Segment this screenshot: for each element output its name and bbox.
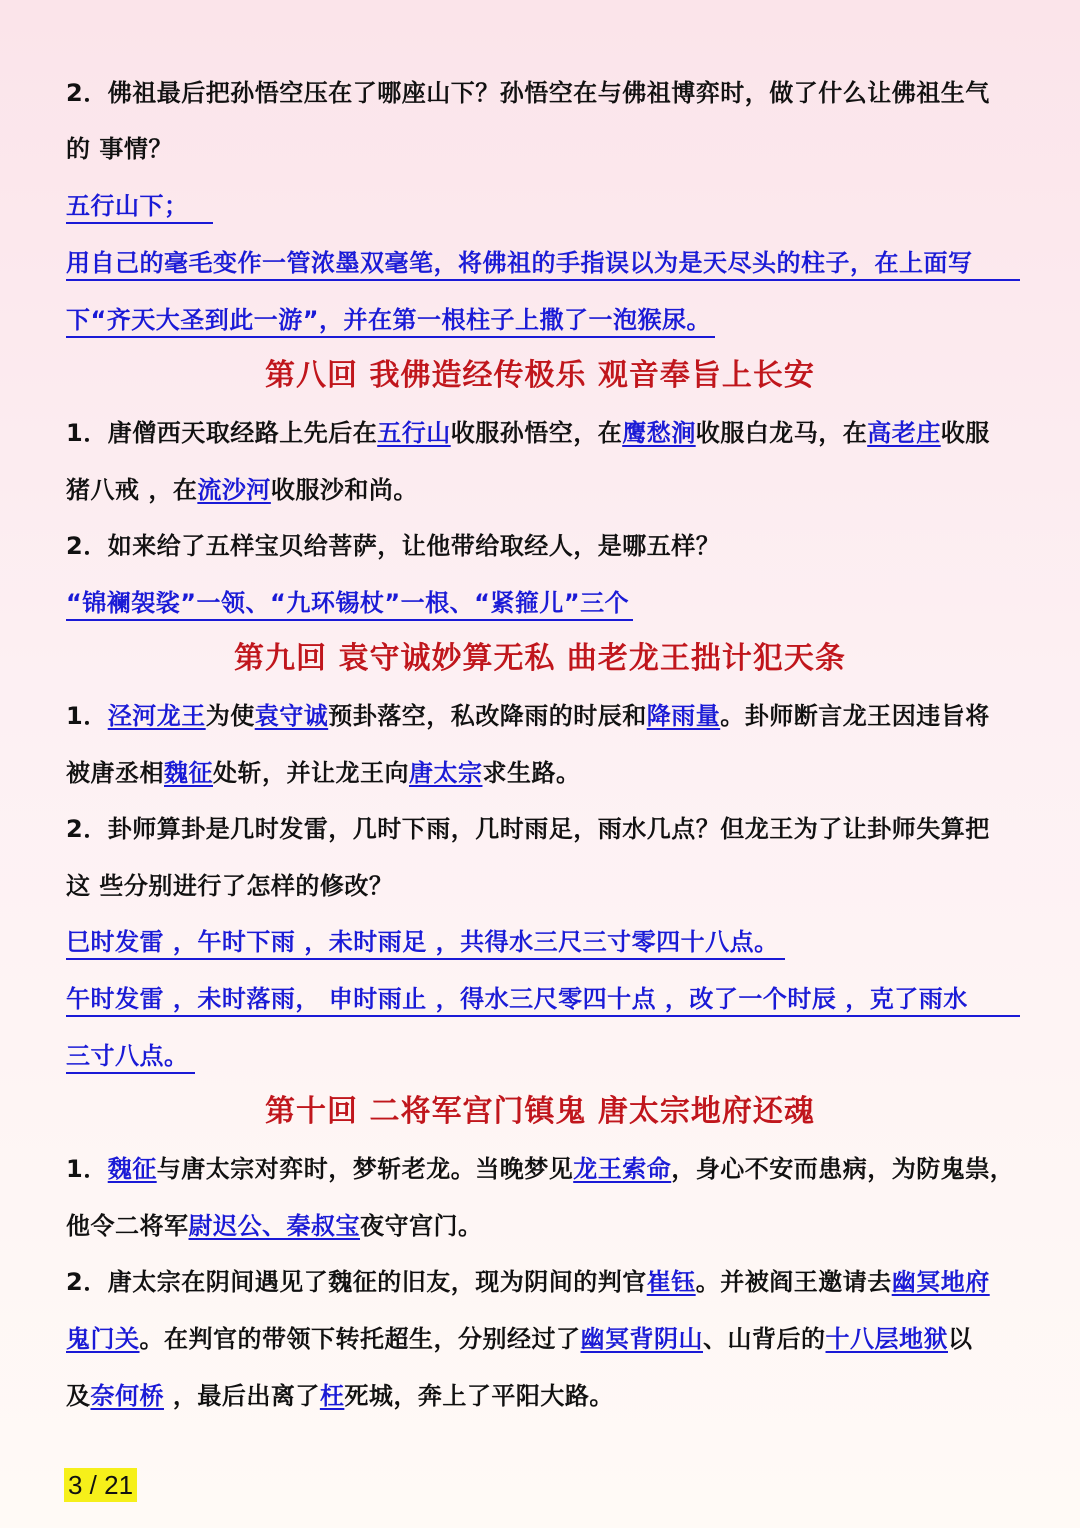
fill-answer: 袁守诚 [254,702,329,730]
answer-1-text: 五行山下； [66,190,213,224]
answer-2-line-1 [66,247,1020,281]
fill-answer: 唐太宗 [409,759,483,787]
q1-text: 夜守宫门。 [360,1212,483,1240]
chapter-9-a2-line-1-text: 午时发雷 ，未时落雨， 申时雨止 ，得水三尺零四十点 ，改了一个时辰 ，克了雨水 [66,983,1020,1017]
q1-text: 猪八戒 ，在 [66,476,198,504]
chapter-9-heading: 第九回 袁守诚妙算无私 曲老龙王拙计犯天条 [234,641,846,676]
fill-answer: 魏征 [107,1155,157,1183]
q2-text: 。并被阎王邀请去 [695,1268,892,1296]
q2-text: 、山背后的 [703,1325,826,1353]
chapter-9-a2-line-2 [66,1040,1020,1074]
q1-text: 求生路。 [482,759,581,787]
question-2-line-2: 的 事情？ [66,135,173,163]
fill-answer: 龙王索命 [573,1155,672,1183]
q2-text: 。在判官的带领下转托超生，分别经过了 [139,1325,581,1353]
chapter-8-a2-text: “锦襕袈裟”一领、“九环锡杖”一根、“紧箍儿”三个 [66,587,633,621]
q1-text: 被唐丞相 [66,759,164,787]
fill-answer: 幽冥地府 [891,1268,990,1296]
answer-2-line-2 [66,304,1020,338]
q1-text: 收服 [940,419,990,447]
chapter-9-q1-line-2 [66,757,1020,789]
fill-answer: 泾河龙王 [107,702,206,730]
chapter-10-q1-line-1 [66,1153,1020,1185]
fill-answer: 流沙河 [197,476,271,504]
fill-answer: 奈何桥 [90,1382,164,1410]
q1-text: 与唐太宗对弈时，梦斩老龙。当晚梦见 [156,1155,574,1183]
q2-text: 以 [948,1325,973,1353]
q1-text: 1． [66,702,108,730]
answer-2-line-1-text: 用自己的毫毛变作一管浓墨双毫笔，将佛祖的手指误以为是天尽头的柱子，在上面写 [66,247,1020,281]
q1-text: 。卦师断言龙王因违旨将 [720,702,990,730]
chapter-10-q2-line-1 [66,1266,1020,1298]
q2-text: 2．唐太宗在阴间遇见了魏征的旧友，现为阴间的判官 [66,1268,647,1296]
chapter-9-q2-line-1: 2．卦师算卦是几时发雷，几时下雨，几时雨足，雨水几点？但龙王为了让卦师失算把 [66,815,990,843]
chapter-8-q1-line-1 [66,417,1020,449]
fill-answer: 枉 [319,1382,345,1410]
q1-text: 1．唐僧西天取经路上先后在 [66,419,378,447]
fill-answer: 鬼门关 [66,1325,140,1353]
q1-text: 处斩，并让龙王向 [213,759,409,787]
chapter-10-q1-line-2 [66,1210,1020,1242]
chapter-8-q1-line-2 [66,474,1020,506]
question-2-line-1: 2．佛祖最后把孙悟空压在了哪座山下？孙悟空在与佛祖博弈时，做了什么让佛祖生气 [66,79,990,107]
chapter-8-a2 [66,587,1020,621]
chapter-10-q2-line-3 [66,1380,1020,1412]
q1-text: 他令二将军 [66,1212,189,1240]
chapter-10-q2-line-2 [66,1323,1020,1355]
chapter-8-q2: 2．如来给了五样宝贝给菩萨，让他带给取经人，是哪五样？ [66,532,721,560]
q1-text: 收服白龙马，在 [695,419,868,447]
q2-text: 及 [66,1382,91,1410]
chapter-9-q1-line-1 [66,700,1020,732]
fill-answer: 魏征 [164,759,213,787]
q2-text: 死城，奔上了平阳大路。 [344,1382,614,1410]
chapter-10-heading: 第十回 二将军宫门镇鬼 唐太宗地府还魂 [265,1094,815,1129]
q1-text: 1． [66,1155,108,1183]
fill-answer: 鹰愁涧 [622,419,696,447]
answer-2-line-2-text: 下“齐天大圣到此一游”，并在第一根柱子上撒了一泡猴尿。 [66,304,715,338]
q1-text: 收服沙和尚。 [270,476,418,504]
chapter-9-q2-line-2: 这 些分别进行了怎样的修改？ [66,872,394,900]
q1-text: 为使 [205,702,255,730]
q1-text: 预卦落空，私改降雨的时辰和 [328,702,647,730]
fill-answer: 崔钰 [646,1268,696,1296]
fill-answer: 高老庄 [867,419,941,447]
fill-answer: 降雨量 [646,702,721,730]
answer-1 [66,190,1020,224]
chapter-9-a1 [66,926,1020,960]
chapter-8-heading: 第八回 我佛造经传极乐 观音奉旨上长安 [265,358,815,393]
fill-answer: 十八层地狱 [825,1325,948,1353]
q1-text: 收服孙悟空，在 [450,419,623,447]
fill-answer: 幽冥背阴山 [580,1325,703,1353]
q1-text: ，身心不安而患病，为防鬼祟， [671,1155,1015,1183]
chapter-9-a2-line-1 [66,983,1020,1017]
chapter-9-a2-line-2-text: 三寸八点。 [66,1040,195,1074]
fill-answer: 尉迟公、秦叔宝 [188,1212,360,1240]
page-number: 3 / 21 [64,1468,137,1502]
chapter-9-a1-text: 巳时发雷 ，午时下雨 ，未时雨足 ，共得水三尺三寸零四十八点。 [66,926,785,960]
q2-text: ，最后出离了 [164,1382,320,1410]
fill-answer: 五行山 [377,419,451,447]
